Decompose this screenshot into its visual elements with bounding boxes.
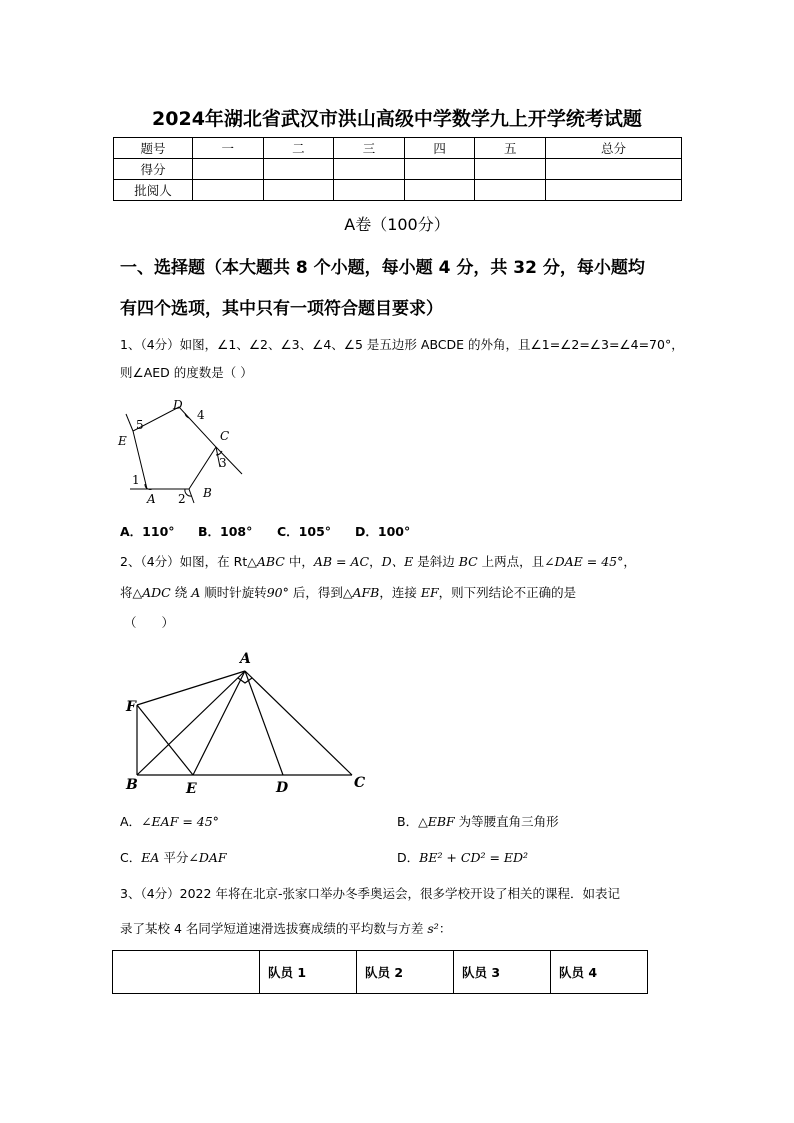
question-2-text: 将△ADC 绕 A 顺时针旋转90° 后，得到△AFB，连接 EF，则下列结论不正确的是: [120, 585, 577, 600]
score-table-row: [114, 159, 682, 180]
segment-fa: [137, 671, 245, 705]
option-text: A．110°: [120, 524, 175, 539]
question-1-text: 1、（4分）如图，∠1、∠2、∠3、∠4、∠5 是五边形 ABCDE 的外角，且∠1=∠2=∠3=∠4=70°，: [120, 337, 684, 352]
vertex-label: E: [186, 781, 197, 797]
vertex-label: C: [354, 775, 366, 791]
pentagon-figure: [112, 392, 252, 512]
option-b: B．△EBF 为等腰直角三角形: [397, 814, 559, 829]
vertex-label: B: [203, 486, 212, 500]
question-1-text: 则∠AED 的度数是（ ）: [120, 365, 253, 380]
score-row-label: 得分: [114, 159, 193, 180]
option-a: A．∠EAF = 45°: [120, 814, 219, 829]
stats-header-cell: 队员 2: [357, 951, 454, 994]
score-header-cell: 五: [475, 138, 546, 159]
score-header-cell: 二: [263, 138, 334, 159]
triangle-figure: [118, 645, 378, 800]
score-header-cell: 总分: [546, 138, 682, 159]
stats-table-header-row: [113, 951, 648, 994]
score-table-row: [114, 180, 682, 201]
score-header-cell: 一: [193, 138, 264, 159]
stats-header-cell: [113, 951, 260, 994]
score-table-header-row: [114, 138, 682, 159]
stats-table: [112, 950, 648, 994]
option-text: B．108°: [198, 524, 253, 539]
segment-ab: [137, 671, 245, 775]
score-header-cell: 题号: [114, 138, 193, 159]
score-header-cell: 四: [404, 138, 475, 159]
question-2-text: 2、（4分）如图，在 Rt△ABC 中，AB = AC，D、E 是斜边 BC 上两点，且∠DAE = 45°，: [120, 554, 636, 569]
extension-line: [126, 414, 133, 431]
option-d: D．BE² + CD² = ED²: [397, 850, 529, 865]
angle-number: 4: [197, 408, 205, 422]
segment-ac: [245, 671, 352, 775]
segment-ae: [193, 671, 245, 775]
vertex-label: D: [173, 398, 183, 412]
score-table: [113, 137, 682, 201]
vertex-label: A: [240, 651, 251, 667]
segment-ad: [245, 671, 283, 775]
stats-header-cell: 队员 1: [260, 951, 357, 994]
option-c: C．EA 平分∠DAF: [120, 850, 227, 865]
stats-header-cell: 队员 3: [454, 951, 551, 994]
question-3-text: 3、（4分）2022 年将在北京-张家口举办冬季奥运会，很多学校开设了相关的课程．如表记: [120, 886, 620, 901]
score-header-cell: 三: [334, 138, 405, 159]
page-title: 2024年湖北省武汉市洪山高级中学数学九上开学统考试题: [152, 108, 642, 130]
vertex-label: B: [126, 777, 138, 793]
section-heading: A卷（100分）: [344, 215, 450, 234]
stats-header-cell: 队员 4: [551, 951, 648, 994]
angle-number: 3: [219, 456, 227, 470]
vertex-label: C: [220, 429, 230, 443]
vertex-label: E: [118, 434, 127, 448]
vertex-label: F: [126, 699, 136, 715]
segment-fe: [137, 705, 193, 775]
score-row-label: 批阅人: [114, 180, 193, 201]
angle-number: 1: [132, 473, 140, 487]
vertex-label: D: [276, 780, 289, 796]
question-3-text: 录了某校 4 名同学短道速滑选拔赛成绩的平均数与方差 s²：: [120, 921, 452, 936]
angle-number: 2: [178, 492, 186, 506]
option-text: C．105°: [277, 524, 332, 539]
part-heading-line: 有四个选项，其中只有一项符合题目要求）: [120, 299, 443, 319]
angle-number: 5: [136, 418, 144, 432]
option-text: D．100°: [355, 524, 411, 539]
question-2-text: （ ）: [124, 615, 175, 630]
vertex-label: A: [147, 492, 156, 506]
part-heading-line: 一、选择题（本大题共 8 个小题，每小题 4 分，共 32 分，每小题均: [120, 258, 645, 278]
